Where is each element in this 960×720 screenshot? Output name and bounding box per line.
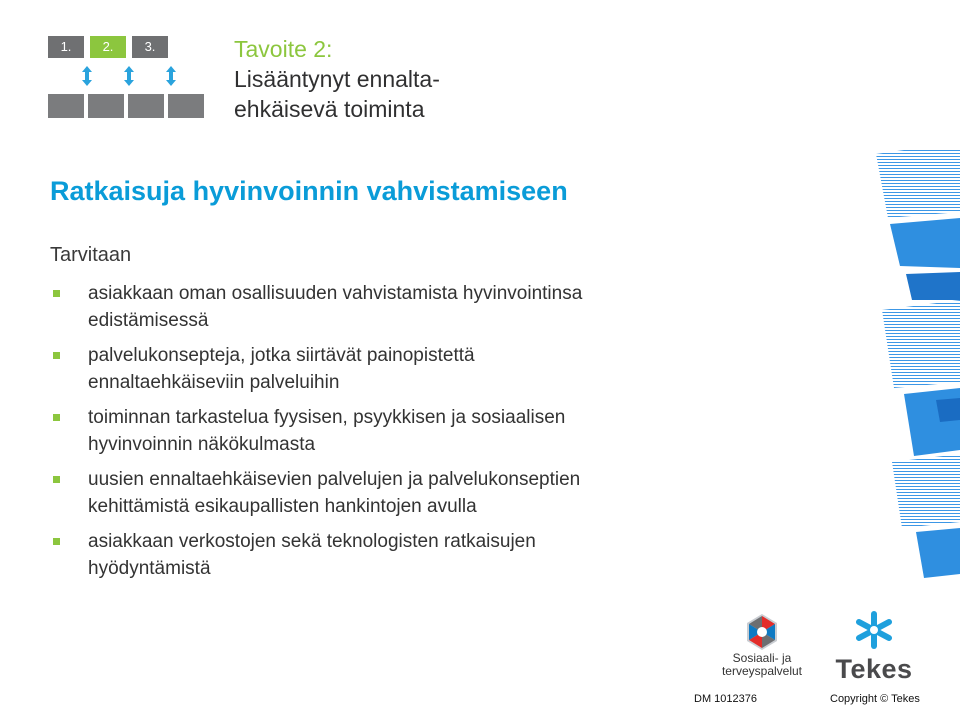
bullet-text-line: palvelukonsepteja, jotka siirtävät painopistettä (88, 345, 475, 366)
bullet-text-line: hyvinvoinnin näkökulmasta (88, 434, 316, 455)
step-box (128, 94, 164, 118)
bullet-item (50, 466, 750, 520)
bullet-text-line: asiakkaan verkostojen sekä teknologisten ratkaisujen (88, 531, 536, 552)
bullet-text-line: kehittämistä esikaupallisten hankintojen avulla (88, 496, 477, 517)
bullet-text-line: ennaltaehkäiseviin palveluihin (88, 372, 340, 393)
bullet-square-icon (53, 352, 60, 359)
up-down-arrow-icon (166, 66, 176, 86)
step-3: 3. (132, 36, 168, 58)
step-2-active: 2. (90, 36, 126, 58)
bullet-text-line: edistämisessä (88, 310, 209, 331)
goal-heading (234, 34, 440, 124)
bullet-item (50, 342, 750, 396)
tekes-logo-text: Tekes (835, 654, 913, 684)
up-down-arrow-icon (124, 66, 134, 86)
step-box (168, 94, 204, 118)
bullet-square-icon (53, 476, 60, 483)
copyright-text: Copyright © Tekes (830, 693, 920, 705)
slide-title: Ratkaisuja hyvinvoinnin vahvistamiseen (50, 176, 568, 206)
document-id: DM 1012376 (694, 693, 757, 705)
bullet-list (50, 280, 750, 590)
goal-label: Tavoite 2: (234, 36, 333, 62)
bullet-text-line: toiminnan tarkastelua fyysisen, psyykkisen ja sosiaalisen (88, 407, 566, 428)
goal-text-line-1: Lisääntynyt ennalta- (234, 66, 440, 92)
bullet-item (50, 528, 750, 582)
bullet-text-line: hyödyntämistä (88, 558, 211, 579)
bullet-square-icon (53, 414, 60, 421)
bullet-text-line: uusien ennaltaehkäisevien palvelujen ja palvelukonseptien (88, 469, 581, 490)
sote-logo (716, 612, 808, 682)
bullet-item (50, 404, 750, 458)
tekes-snowflake-icon (852, 610, 896, 650)
sote-logo-text-line-2: terveyspalvelut (721, 664, 803, 678)
bullet-item (50, 280, 750, 334)
up-down-arrow-icon (82, 66, 92, 86)
goal-text-line-2: ehkäisevä toiminta (234, 96, 425, 122)
bullet-square-icon (53, 538, 60, 545)
sote-logo-text-line-1: Sosiaali- ja (732, 651, 792, 665)
tekes-logo (824, 610, 924, 682)
step-1: 1. (48, 36, 84, 58)
bullet-square-icon (53, 290, 60, 297)
step-box (88, 94, 124, 118)
progress-steps (48, 36, 210, 118)
sote-star-icon (742, 612, 782, 652)
decorative-blue-shapes (866, 150, 960, 600)
step-box (48, 94, 84, 118)
needs-label: Tarvitaan (50, 244, 132, 266)
bullet-text-line: asiakkaan oman osallisuuden vahvistamista hyvinvointinsa (88, 283, 583, 304)
